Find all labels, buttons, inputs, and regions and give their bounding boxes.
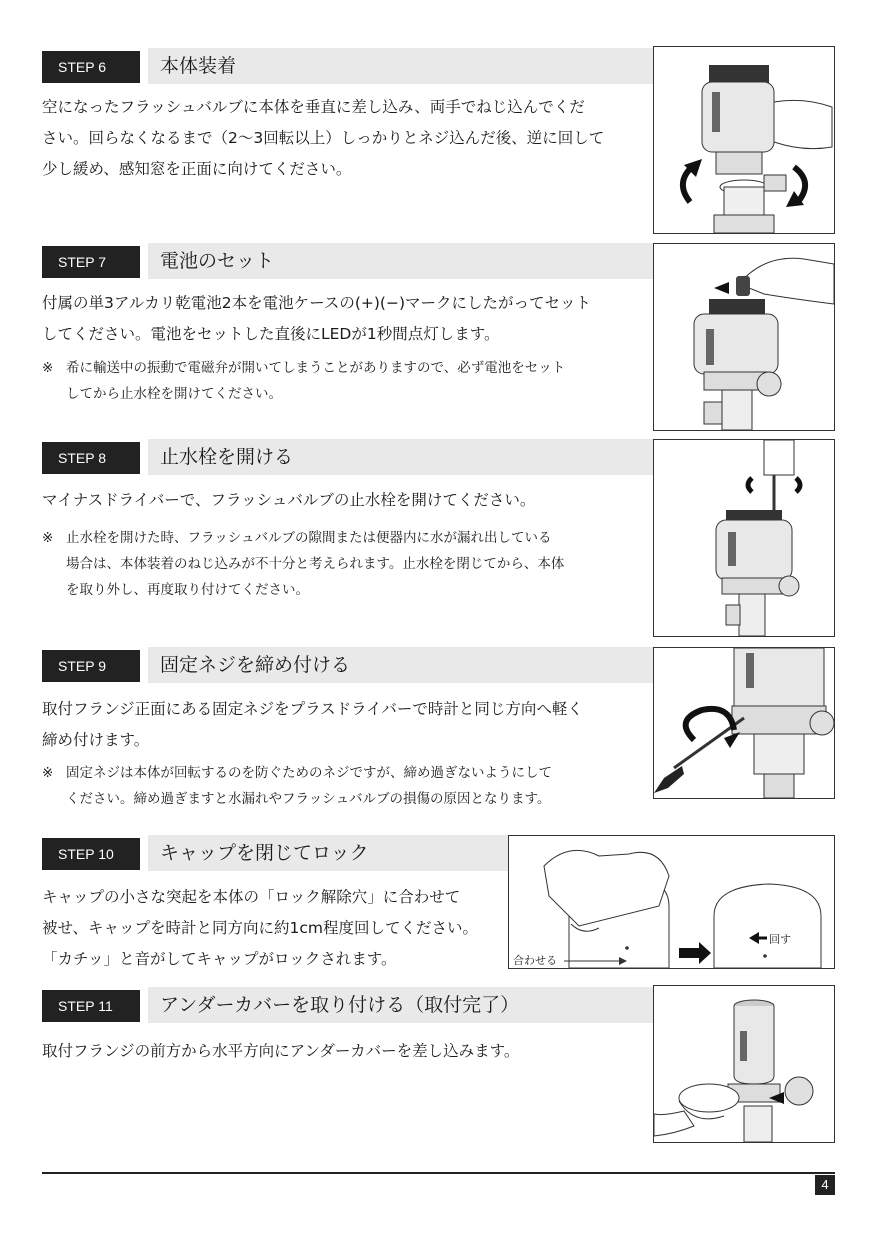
step7-note: ※ 希に輸送中の振動で電磁弁が開いてしまうことがありますので、必ず電池をセット してから止水栓を開けてください。 bbox=[42, 355, 642, 411]
step9-illustration bbox=[653, 647, 835, 799]
step-title: キャップを閉じてロック bbox=[148, 835, 528, 871]
step6-body: 空になったフラッシュバルブに本体を垂直に差し込み、両手でねじ込んでくだ さい。回らなくなるまで（2〜3回転以上）しっかりとネジ込んだ後、逆に回して 少し緩め、感知窓を正面に向けてください。 bbox=[42, 98, 605, 178]
step8-body: マイナスドライバーで、フラッシュバルブの止水栓を開けてください。 bbox=[42, 491, 536, 509]
step7-illustration bbox=[653, 243, 835, 431]
step-title: 電池のセット bbox=[148, 243, 677, 279]
footer-rule bbox=[42, 1172, 835, 1174]
step8-note: ※ 止水栓を開けた時、フラッシュバルブの隙間または便器内に水が漏れ出している 場合は、本体装着のねじ込みが不十分と考えられます。止水栓を閉じてから、本体 を取り外し、再度取り付けてください。 bbox=[42, 525, 642, 607]
step10-body: キャップの小さな突起を本体の「ロック解除穴」に合わせて 被せ、キャップを時計と同方向に約1cm程度回してください。 「カチッ」と音がしてキャップがロックされます。 bbox=[42, 888, 479, 968]
step11-illustration bbox=[653, 985, 835, 1143]
note-mark: ※ bbox=[42, 530, 54, 546]
step-title: アンダーカバーを取り付ける（取付完了） bbox=[148, 987, 677, 1023]
align-label: 合わせる bbox=[513, 954, 557, 967]
step-badge: STEP 9 bbox=[42, 650, 140, 682]
step-badge: STEP 7 bbox=[42, 246, 140, 278]
step-badge: STEP 6 bbox=[42, 51, 140, 83]
turn-label: 回す bbox=[769, 933, 791, 946]
step8-illustration bbox=[653, 439, 835, 637]
step6-illustration bbox=[653, 46, 835, 234]
step9-note: ※ 固定ネジは本体が回転するのを防ぐためのネジですが、締め過ぎないようにして ください。締め過ぎますと水漏れやフラッシュバルブの損傷の原因となります。 bbox=[42, 760, 642, 816]
step7-body: 付属の単3アルカリ乾電池2本を電池ケースの(+)(−)マークにしたがってセット してください。電池をセットした直後にLEDが1秒間点灯します。 bbox=[42, 294, 591, 343]
step-title: 固定ネジを締め付ける bbox=[148, 647, 677, 683]
step11-body: 取付フランジの前方から水平方向にアンダーカバーを差し込みます。 bbox=[42, 1042, 520, 1060]
step10-illustration bbox=[508, 835, 835, 969]
step-title: 止水栓を開ける bbox=[148, 439, 677, 475]
step-badge: STEP 11 bbox=[42, 990, 140, 1022]
step-badge: STEP 8 bbox=[42, 442, 140, 474]
page-number: 4 bbox=[815, 1175, 835, 1195]
note-mark: ※ bbox=[42, 765, 54, 781]
step9-body: 取付フランジ正面にある固定ネジをプラスドライバーで時計と同じ方向へ軽く 締め付けます。 bbox=[42, 700, 583, 749]
step-title: 本体装着 bbox=[148, 48, 677, 84]
step-badge: STEP 10 bbox=[42, 838, 140, 870]
note-mark: ※ bbox=[42, 360, 54, 376]
